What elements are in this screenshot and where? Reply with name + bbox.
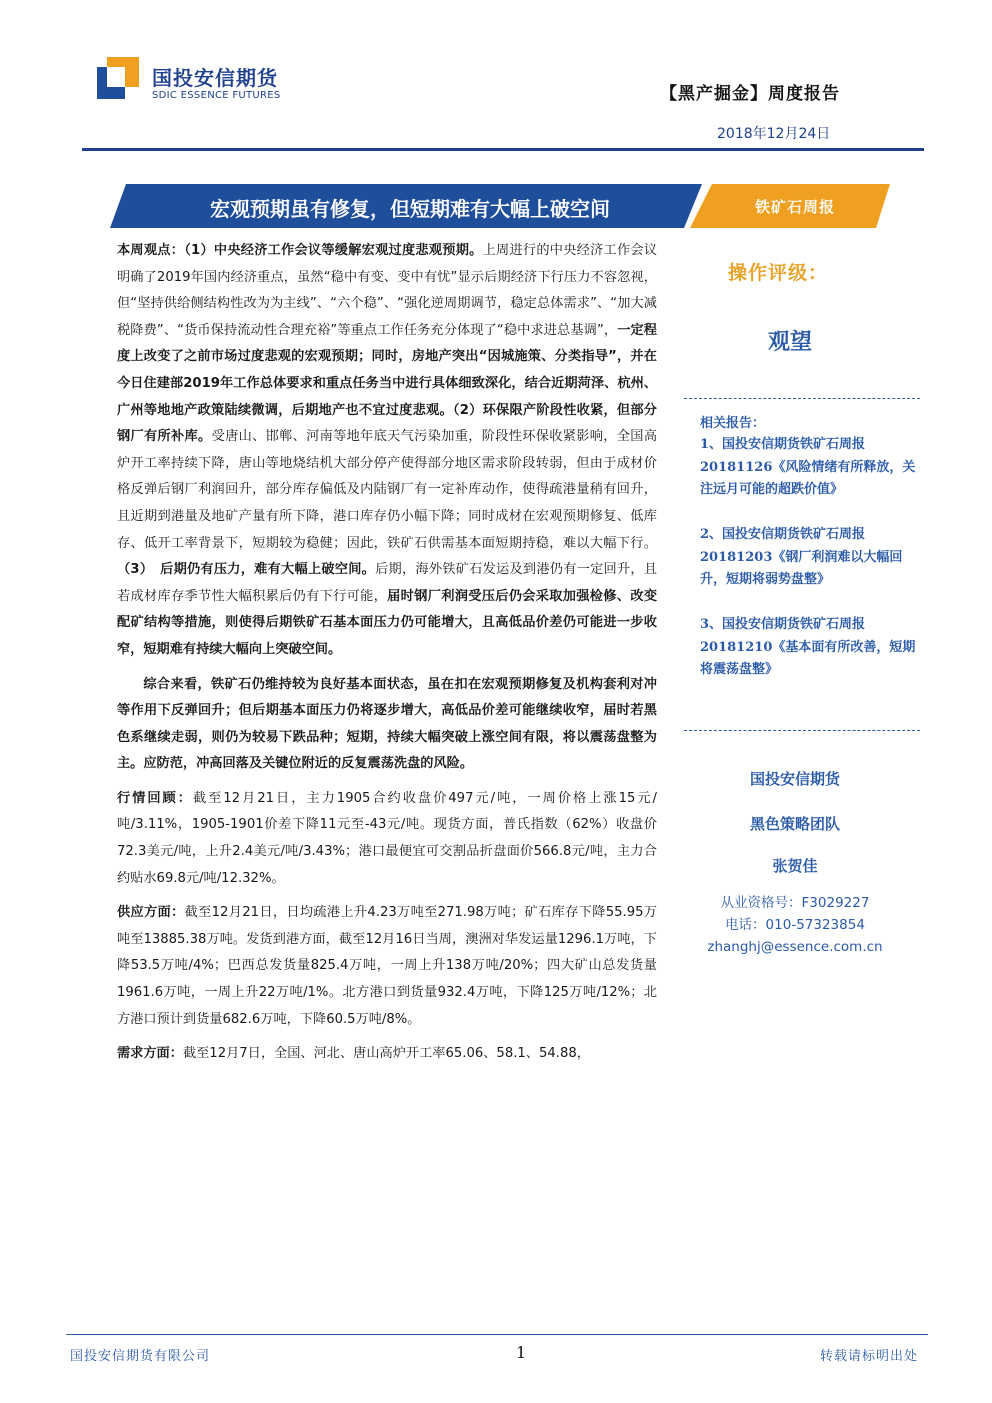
footer-divider xyxy=(66,1334,928,1335)
author-name: 张贺佳 xyxy=(772,857,818,875)
summary-paragraph: 综合来看，铁矿石仍维持较为良好基本面状态，虽在扣在宏观预期修复及机构套利对冲等作用下反弹回升；但后期基本面压力仍将逐步增大，高低品价差可能继续收窄，届时若黑色系继续走弱，则仍为较易下跌品种；短期，持续大幅突破上涨空间有限，将以震荡盘整为主。应防范，冲高回落及关键位附近的反复震荡洗盘的风险。 xyxy=(117,676,657,772)
rating-value: 观望 xyxy=(768,330,813,355)
related-report-item[interactable]: 3、国投安信期货铁矿石周报20181210《基本面有所改善，短期将震荡盘整》 xyxy=(700,617,916,677)
weekly-view-label: 本周观点： xyxy=(117,243,185,258)
author-team: 黑色策略团队 xyxy=(749,815,840,833)
report-body xyxy=(117,238,657,1068)
market-review-paragraph: 行情回顾：截至12月21日，主力1905合约收盘价497元/吨，一周价格上涨15元/吨/3.11%，1905-1901价差下降11元至-43元/吨。现货方面，普氏指数（62%）收盘价72.3美元/吨，上升2.4美元/吨/3.43%；港口最便宜可交割品折盘面价566.8元/吨，主力合约贴水69.8元/吨/12.32%。 xyxy=(117,790,657,886)
demand-paragraph: 需求方面：截至12月7日，全国、河北、唐山高炉开工率65.06、58.1、54.88， xyxy=(117,1046,590,1062)
weekly-view-paragraph: 本周观点：（1）中央经济工作会议等缓解宏观过度悲观预期。上周进行的中央经济工作会议明确了2019年国内经济重点，虽然“稳中有变、变中有忧”显示后期经济下行压力不容忽视，但“坚持供给侧结构性改为为主线”、“六个稳”、“强化逆周期调节，稳定总体需求”、“加大减税降费”、“货币保持流动性合理充裕”等重点工作任务充分体现了“稳中求进总基调”，一定程度上改变了之前市场过度悲观的宏观预期；同时，房地产突出“因城施策、分类指导”，并在今日住建部2019年工作总体要求和重点任务当中进行具体细致深化，结合近期菏泽、杭州、广州等地地产政策陆续微调，后期地产也不宜过度悲观。（2）环保限产阶段性收紧，但部分钢厂有所补库。受唐山、邯郸、河南等地年底天气污染加重，阶段性环保收紧影响，全国高炉开工率持续下降，唐山等地烧结机大部分停产使得部分地区需求阶段转弱，但由于成材价格反弹后钢厂利润回升，部分库存偏低及内陆钢厂有一定补库动作，使得疏港量稍有回升，且近期到港量及地矿产量有所下降，港口库存仍小幅下降；同时成材在宏观预期修复、低库存、低开工率背景下，短期较为稳健；因此，铁矿石供需基本面短期持稳，难以大幅下行。（3） 后期仍有压力，难有大幅上破空间。后期，海外铁矿石发运及到港仍有一定回升，且若成材库存季节性大幅积累后仍有下行可能，届时钢厂利润受压后仍会采取加强检修、改变配矿结构等措施，则使得后期铁矿石基本面压力仍可能增大，且高低品价差仍可能进一步收窄，短期难有持续大幅向上突破空间。 xyxy=(117,243,658,657)
author-phone: 电话：010-57323854 xyxy=(725,917,865,933)
rating-label: 操作评级： xyxy=(728,262,829,284)
related-report-item[interactable]: 1、国投安信期货铁矿石周报20181126《风险情绪有所释放，关注远月可能的超跌价值》 xyxy=(700,437,916,497)
company-logo-icon xyxy=(97,57,139,99)
author-email[interactable]: zhanghj@essence.com.cn xyxy=(707,939,883,955)
related-report-item[interactable]: 2、国投安信期货铁矿石周报20181203《钢厂利润难以大幅回升，短期将弱势盘整》 xyxy=(700,527,903,587)
author-organization: 国投安信期货 xyxy=(749,770,840,788)
sidebar-divider xyxy=(684,398,920,399)
supply-paragraph: 供应方面：截至12月21日，日均疏港上升4.23万吨至271.98万吨；矿石库存下降55.95万吨至13885.38万吨。发货到港方面，截至12月16日当周，澳洲对华发运量1296.1万吨，下降53.5万吨/4%；巴西总发货量825.4万吨，一周上升138万吨/20%；四大矿山总发货量1961.6万吨，一周上升22万吨/1%。北方港口到货量932.4万吨，下降125万吨/12%；北方港口预计到货量682.6万吨，下降60.5万吨/8%。 xyxy=(117,905,658,1027)
author-license: 从业资格号：F3029227 xyxy=(720,895,870,911)
related-reports-title: 相关报告： xyxy=(700,416,766,431)
header-divider xyxy=(82,148,924,151)
company-name-en: SDIC ESSENCE FUTURES xyxy=(152,90,281,101)
footer-notice: 转载请标明出处 xyxy=(820,1349,919,1364)
report-title: 宏观预期虽有修复，但短期难有大幅上破空间 xyxy=(210,197,610,221)
report-series-tag: 【黑产掘金】周度报告 xyxy=(660,84,840,104)
company-name-cn: 国投安信期货 xyxy=(152,66,278,90)
report-date: 2018年12月24日 xyxy=(717,126,831,142)
page-number: 1 xyxy=(516,1343,527,1362)
report-category: 铁矿石周报 xyxy=(754,198,835,216)
footer-company: 国投安信期货有限公司 xyxy=(70,1349,211,1364)
sidebar-divider xyxy=(684,730,920,731)
